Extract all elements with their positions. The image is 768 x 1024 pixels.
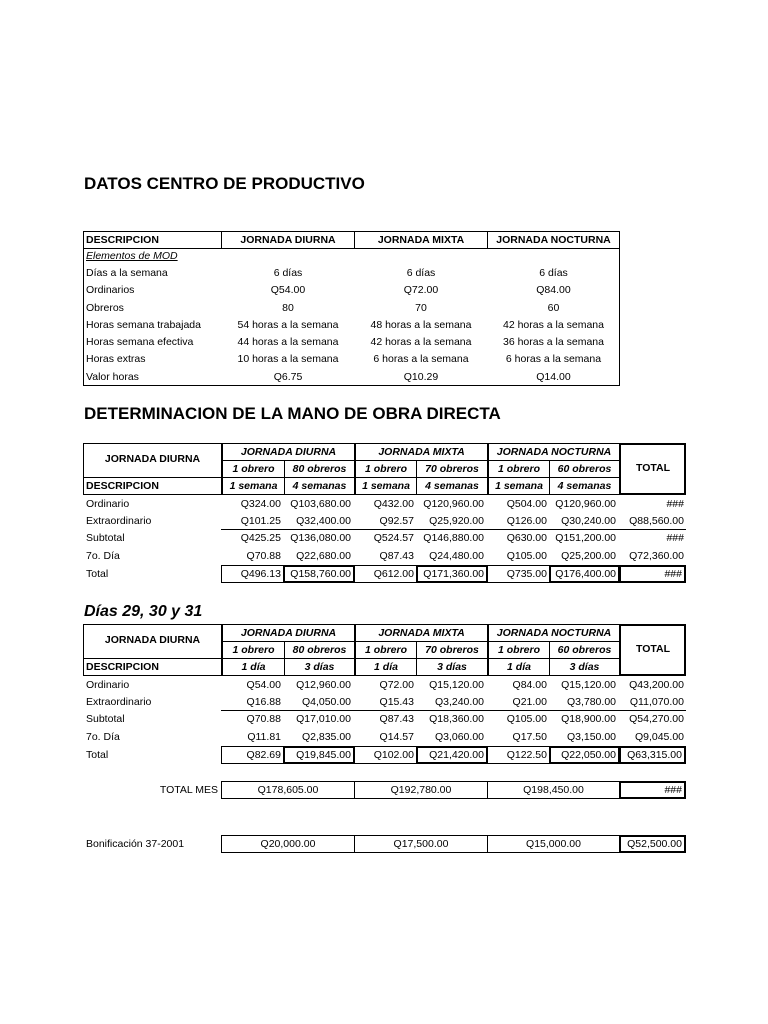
table1-cell: Q72.00 xyxy=(403,284,439,296)
table1-cell: 6 horas a la semana xyxy=(373,353,469,365)
table1-cell: Q54.00 xyxy=(270,284,306,296)
table2-sub1: 70 obreros xyxy=(425,463,479,475)
table2-cell-total: ### xyxy=(666,532,684,544)
table1-row-label: Obreros xyxy=(86,302,124,314)
table3-cell-total: Q11,070.00 xyxy=(629,696,684,708)
table2-cell: Q504.00 xyxy=(506,498,547,510)
table3-cell: Q16.88 xyxy=(246,696,281,708)
table3-cell: Q3,060.00 xyxy=(434,731,484,743)
table3-cell-total: Q54,270.00 xyxy=(629,713,684,725)
table2-cell: Q25,200.00 xyxy=(561,550,616,562)
table3-cell: Q14.57 xyxy=(379,731,414,743)
total-mes-mixta: Q192,780.00 xyxy=(390,784,452,796)
table1-row-label: Días a la semana xyxy=(86,267,168,279)
table2-sub1: 1 obrero xyxy=(497,463,540,475)
table3-cell: Q11.81 xyxy=(247,731,281,743)
table3-group-nocturna: JORNADA NOCTURNA xyxy=(496,627,612,639)
table3-cell: Q19,845.00 xyxy=(296,749,351,761)
table2-group-mixta: JORNADA MIXTA xyxy=(378,446,465,458)
table1-row-label: Horas semana efectiva xyxy=(86,336,194,348)
table3-row-label: Subtotal xyxy=(86,713,125,725)
table3-group-mixta: JORNADA MIXTA xyxy=(378,627,465,639)
table1-cell: Q84.00 xyxy=(536,284,571,296)
table2-cell: Q105.00 xyxy=(506,550,547,562)
table3-cell: Q21.00 xyxy=(512,696,547,708)
table1-header-nocturna: JORNADA NOCTURNA xyxy=(496,234,611,246)
table1-header-descripcion: DESCRIPCION xyxy=(86,234,159,246)
table3-row-label: Total xyxy=(86,749,109,761)
table3-row-label: Ordinario xyxy=(86,679,130,691)
table1-cell: Q14.00 xyxy=(536,371,571,383)
table3-cell: Q4,050.00 xyxy=(301,696,351,708)
table3-cell: Q15,120.00 xyxy=(561,679,616,691)
table1-cell: Q10.29 xyxy=(403,371,439,383)
table2-sub1: 80 obreros xyxy=(292,463,347,475)
total-mes-label: TOTAL MES xyxy=(159,784,218,796)
table2-cell: Q92.57 xyxy=(379,515,414,527)
table2-descripcion-label: DESCRIPCION xyxy=(86,480,159,492)
bonificacion-diurna: Q20,000.00 xyxy=(260,838,316,850)
table3-cell: Q105.00 xyxy=(506,713,547,725)
table2-cell: Q171,360.00 xyxy=(423,568,484,580)
table3-cell: Q3,240.00 xyxy=(434,696,484,708)
table2-cell: Q30,240.00 xyxy=(561,515,616,527)
title-mano-obra-directa: DETERMINACION DE LA MANO DE OBRA DIRECTA xyxy=(84,404,501,423)
table3-group-diurna: JORNADA DIURNA xyxy=(240,627,337,639)
total-mes-diurna: Q178,605.00 xyxy=(257,784,319,796)
table2-row-label: Extraordinario xyxy=(86,515,152,527)
table2-total-header: TOTAL xyxy=(635,462,671,474)
bonificacion-nocturna: Q15,000.00 xyxy=(526,838,581,850)
table2-cell: Q432.00 xyxy=(373,498,414,510)
table1-cell: 36 horas a la semana xyxy=(503,336,604,348)
table2-cell: Q70.88 xyxy=(246,550,281,562)
table1-cell: 60 xyxy=(547,302,560,314)
table1-row-label: Horas semana trabajada xyxy=(86,319,201,331)
table2-row-label: Total xyxy=(86,568,109,580)
title-datos-centro: DATOS CENTRO DE PRODUCTIVO xyxy=(84,174,365,193)
table2-cell: Q32,400.00 xyxy=(296,515,351,527)
table3-cell: Q15,120.00 xyxy=(429,679,484,691)
title-dias-29-30-31: Días 29, 30 y 31 xyxy=(84,603,203,620)
table3-sub2: 1 día xyxy=(241,661,266,673)
table3-cell: Q102.00 xyxy=(373,749,414,761)
table1-cell: 6 días xyxy=(406,267,436,279)
table2-cell: Q120,960.00 xyxy=(423,498,484,510)
table2-cell: Q24,480.00 xyxy=(429,550,484,562)
table3-sub1: 1 obrero xyxy=(497,644,540,656)
bonificacion-mixta: Q17,500.00 xyxy=(393,838,449,850)
table1-cell: 70 xyxy=(415,302,427,314)
table2-cell: Q101.25 xyxy=(240,515,281,527)
table1-cell: 6 horas a la semana xyxy=(505,353,602,365)
table2-cell: Q612.00 xyxy=(373,568,414,580)
table1-cell: 80 xyxy=(282,302,294,314)
table1-cell: 54 horas a la semana xyxy=(237,319,339,331)
table3-sub1: 70 obreros xyxy=(425,644,479,656)
table3-cell: Q54.00 xyxy=(246,679,281,691)
table3-cell: Q3,780.00 xyxy=(566,696,616,708)
table3-cell: Q18,900.00 xyxy=(561,713,616,725)
table1-cell: 44 horas a la semana xyxy=(237,336,339,348)
table1-cell: 42 horas a la semana xyxy=(503,319,604,331)
table2-cell: Q126.00 xyxy=(506,515,547,527)
table3-descripcion-label: DESCRIPCION xyxy=(86,661,159,673)
table3-cell: Q2,835.00 xyxy=(301,731,351,743)
table2-cell-total: Q72,360.00 xyxy=(629,550,684,562)
table3-cell: Q72.00 xyxy=(379,679,414,691)
table2-group-diurna: JORNADA DIURNA xyxy=(240,446,337,458)
table3-sub2: 3 días xyxy=(304,661,335,673)
table3-cell: Q122.50 xyxy=(506,749,547,761)
table2-sub2: 4 semanas xyxy=(557,480,612,492)
table2-cell: Q22,680.00 xyxy=(296,550,351,562)
table2-row-label: Subtotal xyxy=(86,532,125,544)
table2-cell: Q25,920.00 xyxy=(429,515,484,527)
table2-cell: Q87.43 xyxy=(379,550,414,562)
table3-cell: Q17,010.00 xyxy=(296,713,351,725)
table3-row-label: 7o. Día xyxy=(86,731,120,743)
table2-sub2: 1 semana xyxy=(495,480,543,492)
table3-sub2: 1 día xyxy=(507,661,531,673)
table2-cell: Q136,080.00 xyxy=(290,532,351,544)
table2-row-label: Ordinario xyxy=(86,498,130,510)
table1-cell: 6 días xyxy=(273,267,303,279)
table2-cell: Q425.25 xyxy=(240,532,281,544)
table1-header-mixta: JORNADA MIXTA xyxy=(377,234,465,246)
table3-cell: Q15.43 xyxy=(379,696,414,708)
table3-cell: Q3,150.00 xyxy=(566,731,616,743)
table3-sub1: 1 obrero xyxy=(232,644,275,656)
table3-sub2: 1 día xyxy=(374,661,398,673)
table3-cell: Q21,420.00 xyxy=(429,749,484,761)
table2-sub2: 4 semanas xyxy=(292,480,347,492)
table2-sub2: 1 semana xyxy=(229,480,278,492)
bonificacion-total: Q52,500.00 xyxy=(627,838,682,850)
table3-cell: Q22,050.00 xyxy=(561,749,616,761)
table3-sub1: 80 obreros xyxy=(292,644,347,656)
table3-row-label: Extraordinario xyxy=(86,696,152,708)
table2-cell-total: ### xyxy=(666,498,684,510)
table2-cell: Q324.00 xyxy=(240,498,281,510)
table3-sub2: 3 días xyxy=(569,661,600,673)
total-mes-nocturna: Q198,450.00 xyxy=(523,784,584,796)
table2-cell: Q630.00 xyxy=(506,532,547,544)
table2-group-nocturna: JORNADA NOCTURNA xyxy=(496,446,612,458)
table3-sub1: 1 obrero xyxy=(364,644,407,656)
table2-cell-total: Q88,560.00 xyxy=(629,515,684,527)
table1-cell: 6 días xyxy=(539,267,568,279)
table2-cell: Q735.00 xyxy=(506,568,547,580)
table3-cell: Q17.50 xyxy=(512,731,547,743)
table1-cell: 10 horas a la semana xyxy=(237,353,339,365)
table3-cell: Q84.00 xyxy=(512,679,547,691)
table2-cell: Q176,400.00 xyxy=(555,568,616,580)
table2-cell: Q496.13 xyxy=(240,568,281,580)
table2-cell: Q120,960.00 xyxy=(555,498,616,510)
table1-row-label: Horas extras xyxy=(86,353,146,365)
table1-header-diurna: JORNADA DIURNA xyxy=(240,234,336,246)
table3-cell-total: Q63,315.00 xyxy=(627,749,682,761)
table2-cell: Q146,880.00 xyxy=(423,532,484,544)
table1-cell: Q6.75 xyxy=(273,371,303,383)
table2-corner-label: JORNADA DIURNA xyxy=(104,453,201,465)
total-mes-total: ### xyxy=(664,784,682,796)
table2-sub1: 60 obreros xyxy=(557,463,612,475)
table2-cell: Q158,760.00 xyxy=(290,568,351,580)
table3-corner-label: JORNADA DIURNA xyxy=(104,634,201,646)
table2-sub1: 1 obrero xyxy=(364,463,407,475)
table3-sub2: 3 días xyxy=(437,661,467,673)
table2-cell: Q103,680.00 xyxy=(290,498,351,510)
table2-cell: Q524.57 xyxy=(373,532,414,544)
table3-cell: Q82.69 xyxy=(246,749,281,761)
bonificacion-label: Bonificación 37-2001 xyxy=(86,838,185,850)
table3-sub1: 60 obreros xyxy=(557,644,612,656)
table2-cell: Q151,200.00 xyxy=(555,532,616,544)
table1-cell: 48 horas a la semana xyxy=(370,319,472,331)
table1-section-label: Elementos de MOD xyxy=(86,250,178,262)
table3-cell-total: Q9,045.00 xyxy=(634,731,684,743)
table3-cell: Q70.88 xyxy=(246,713,281,725)
table2-sub2: 4 semanas xyxy=(425,480,479,492)
table1-row-label: Ordinarios xyxy=(86,284,135,296)
table3-cell: Q12,960.00 xyxy=(296,679,351,691)
table1-row-label: Valor horas xyxy=(86,371,139,383)
table2-row-label: 7o. Día xyxy=(86,550,120,562)
table2-cell-total: ### xyxy=(664,568,682,580)
table3-total-header: TOTAL xyxy=(635,643,671,655)
table3-cell-total: Q43,200.00 xyxy=(629,679,684,691)
table1-cell: 42 horas a la semana xyxy=(370,336,472,348)
table2-sub1: 1 obrero xyxy=(232,463,275,475)
table2-sub2: 1 semana xyxy=(362,480,410,492)
table3-cell: Q18,360.00 xyxy=(429,713,484,725)
table3-cell: Q87.43 xyxy=(379,713,414,725)
